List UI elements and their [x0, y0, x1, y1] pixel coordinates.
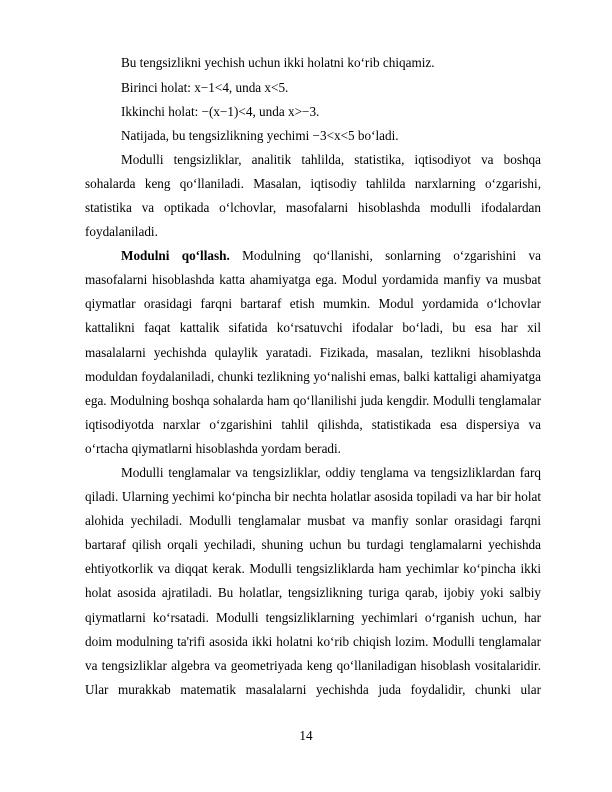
para2-line-2: masofalarni hisoblashda katta ahamiyatga ega. Modul yordamida manfiy va musbat: [85, 272, 541, 287]
para1-line-3: statistika va optikada o‘lchovlar, masofalarni hisoblashda modulli ifodalardan: [85, 200, 541, 215]
para3-line-3: alohida yechiladi. Modulli tenglamalar musbat va manfiy sonlar orasidagi farqni: [85, 513, 541, 528]
para3-line-6: holat asosida ajratiladi. Bu holatlar, tengsizlikning turiga qarab, ijobiy yoki salbiy: [85, 585, 541, 600]
para2-line-6: moduldan foydalaniladi, chunki tezlikning yo‘nalishi emas, balki kattaligi ahamiyatga: [85, 369, 541, 384]
para2-line-1-rest: Modulning qo‘llanishi, sonlarning o‘zgarishini va: [242, 248, 542, 263]
intro-line-1: Bu tengsizlikni yechish uchun ikki holatni ko‘rib chiqamiz.: [121, 55, 435, 70]
para1-line-1: Modulli tengsizliklar, analitik tahlilda, statistika, iqtisodiyot va boshqa: [121, 152, 541, 167]
para1-line-4: foydalaniladi.: [85, 224, 158, 239]
section-heading: Modulni qo‘llash.: [121, 248, 230, 263]
para2-line-4: kattalikni faqat kattalik sifatida ko‘rsatuvchi ifodalar bo‘ladi, bu esa har xil: [85, 320, 541, 335]
para3-line-2: qiladi. Ularning yechimi ko‘pincha bir nechta holatlar asosida topiladi va har bir holat: [85, 489, 541, 504]
para2-line-5: masalalarni yechishda qulaylik yaratadi. Fizikada, masalan, tezlikni hisoblashda: [85, 345, 541, 360]
intro-line-4: Natijada, bu tengsizlikning yechimi −3<x<5 bo‘ladi.: [121, 128, 399, 143]
para3-line-7: qiymatlarni ko‘rsatadi. Modulli tengsizliklarning yechimlari o‘rganish uchun, har: [85, 610, 541, 625]
para2-line-3: qiymatlar orasidagi farqni bartaraf etish mumkin. Modul yordamida o‘lchovlar: [85, 296, 541, 311]
page-number: 14: [299, 728, 313, 743]
para1-line-2: sohalarda keng qo‘llaniladi. Masalan, iqtisodiy tahlilda narxlarning o‘zgarishi,: [85, 176, 541, 191]
para3-line-5: ehtiyotkorlik va diqqat kerak. Modulli tengsizliklarda ham yechimlar ko‘pincha ikki: [85, 561, 541, 576]
intro-line-2: Birinci holat: x−1<4, unda x<5.: [121, 80, 289, 95]
para2-line-9: o‘rtacha qiymatlarni hisoblashda yordam beradi.: [85, 441, 341, 456]
para3-line-4: bartaraf qilish orqali yechiladi, shuning uchun bu turdagi tenglamalarni yechishda: [85, 537, 541, 552]
para3-line-1: Modulli tenglamalar va tengsizliklar, oddiy tenglama va tengsizliklardan farq: [121, 465, 541, 480]
para2-line-1: [121, 248, 541, 264]
intro-line-3: Ikkinchi holat: −(x−1)<4, unda x>−3.: [121, 104, 320, 119]
para3-line-10: Ular murakkab matematik masalalarni yechishda juda foydalidir, chunki ular: [85, 682, 541, 697]
para3-line-9: va tengsizliklar algebra va geometriyada keng qo‘llaniladigan hisoblash vositalaridir.: [85, 658, 541, 673]
para2-line-7: ega. Modulning boshqa sohalarda ham qo‘llanilishi juda kengdir. Modulli tenglamalar: [85, 393, 541, 408]
para3-line-8: doim modulning ta'rifi asosida ikki holatni ko‘rib chiqish lozim. Modulli tenglamalar: [85, 634, 541, 649]
para2-line-8: iqtisodiyotda narxlar o‘zgarishini tahlil qilishda, statistikada esa dispersiya va: [85, 417, 541, 432]
